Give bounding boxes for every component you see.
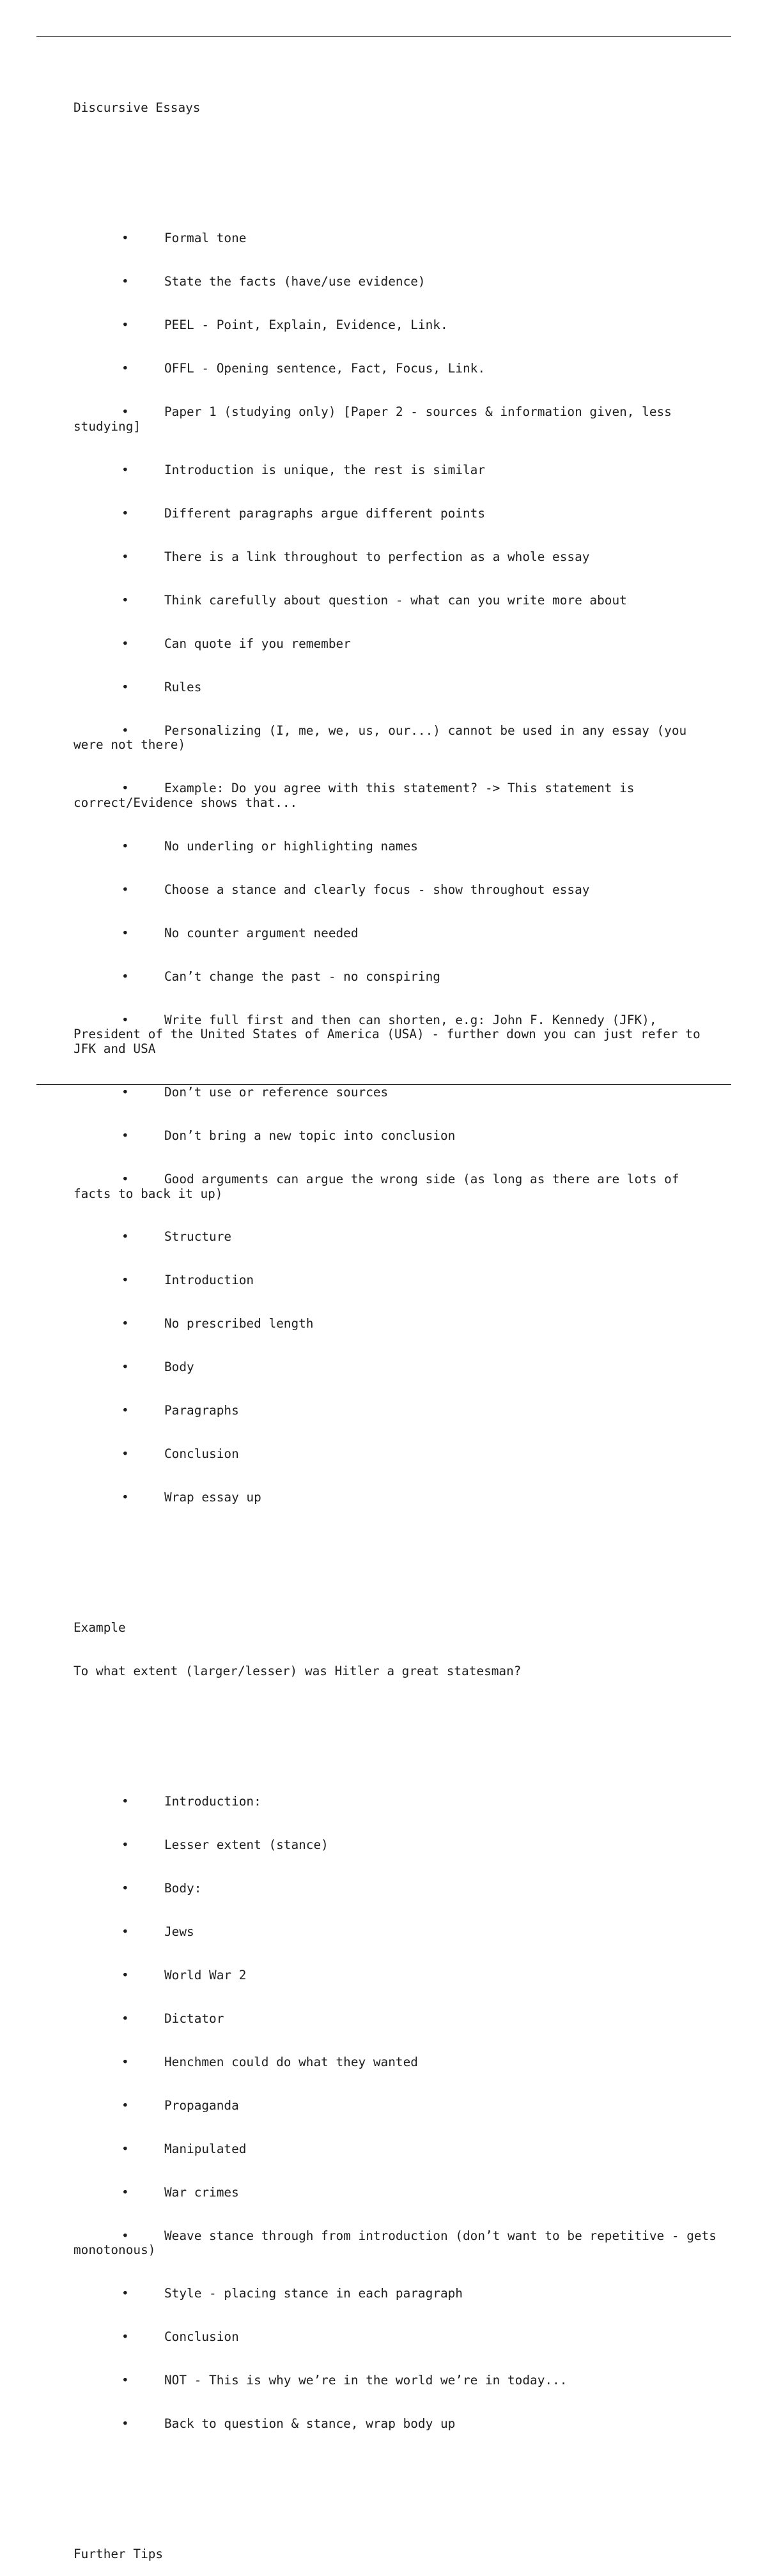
bullet-icon: • (121, 1924, 129, 1939)
list-item: • OFFL - Opening sentence, Fact, Focus, Link. (121, 361, 485, 376)
bullet-icon: • (121, 781, 129, 796)
bullet-icon: • (121, 2329, 129, 2345)
list-item: • Conclusion (121, 1446, 239, 1462)
list-item: • No counter argument needed (121, 925, 359, 940)
list-item: • Dictator (121, 2011, 224, 2026)
example-question: To what extent (larger/lesser) was Hitler a great statesman? (74, 1664, 522, 1679)
bullet-icon: • (121, 1880, 129, 1896)
list-item: • Paragraphs (121, 1403, 239, 1418)
bullet-icon: • (121, 318, 129, 333)
bullet-icon: • (121, 592, 129, 608)
bullet-icon: • (121, 882, 129, 897)
bullet-icon: • (121, 231, 129, 246)
document-title: Discursive Essays (74, 100, 201, 116)
list-item: • Introduction (121, 1273, 254, 1288)
list-item: • Conclusion (121, 2329, 239, 2345)
bullet-icon: • (121, 505, 129, 521)
list-item: • Henchmen could do what they wanted (121, 2054, 418, 2069)
list-item: • Write full first and then can shorten, e.g: John F. Kennedy (JFK), President of the United States of America (USA) - further down you can just refer to JFK and USA (74, 1012, 708, 1056)
example-list (74, 1766, 724, 2461)
bullet-icon: • (121, 838, 129, 854)
bullet-icon: • (121, 1360, 129, 1375)
bullet-icon: • (121, 274, 129, 289)
document-body (74, 72, 724, 2576)
bullet-icon: • (121, 1128, 129, 1143)
list-item: • Can’t change the past - no conspiring (121, 969, 440, 984)
bullet-icon: • (121, 1171, 129, 1186)
notes-list (74, 203, 719, 1534)
list-item: • Weave stance through from introduction (don’t want to be repetitive - gets monotonous) (74, 2228, 724, 2258)
bullet-icon: • (121, 462, 129, 477)
list-item: • Style - placing stance in each paragraph (121, 2286, 463, 2301)
list-item: • Think carefully about question - what can you write more about (121, 592, 627, 608)
spacer (74, 2504, 719, 2518)
list-item: • Jews (121, 1924, 194, 1939)
bullet-icon: • (121, 1403, 129, 1418)
list-item: • Formal tone (121, 231, 247, 246)
list-item: • State the facts (have/use evidence) (121, 274, 426, 289)
bullet-icon: • (121, 2097, 129, 2113)
bullet-icon: • (121, 679, 129, 694)
footer-rule (36, 1084, 731, 1085)
bullet-icon: • (121, 1084, 129, 1100)
list-item: • Manipulated (121, 2141, 247, 2156)
bullet-icon: • (121, 1794, 129, 1809)
bullet-icon: • (121, 1316, 129, 1331)
list-item: • Body: (121, 1880, 202, 1896)
bullet-icon: • (121, 361, 129, 376)
bullet-icon: • (121, 1967, 129, 1982)
list-item: • PEEL - Point, Explain, Evidence, Link. (121, 318, 448, 333)
list-item: • No prescribed length (121, 1316, 314, 1331)
bullet-icon: • (121, 1273, 129, 1288)
list-item: • Back to question & stance, wrap body up (121, 2416, 456, 2432)
bullet-icon: • (121, 636, 129, 651)
bullet-icon: • (121, 2286, 129, 2301)
bullet-icon: • (121, 1012, 129, 1027)
list-item: • Choose a stance and clearly focus - show throughout essay (121, 882, 590, 897)
list-item: • Different paragraphs argue different points (121, 505, 485, 521)
bullet-icon: • (121, 1837, 129, 1853)
spacer (74, 1708, 719, 1722)
bullet-icon: • (121, 1229, 129, 1245)
list-item: • No underling or highlighting names (121, 838, 418, 854)
bullet-icon: • (121, 2416, 129, 2432)
bullet-icon: • (121, 1490, 129, 1505)
spacer (74, 144, 719, 159)
list-item: • Good arguments can argue the wrong side (as long as there are lots of facts to back it up) (74, 1171, 687, 1201)
bullet-icon: • (121, 2228, 129, 2243)
bullet-icon: • (121, 925, 129, 940)
list-item: • Introduction: (121, 1794, 261, 1809)
list-item: • Paper 1 (studying only) [Paper 2 - sources & information given, less studying] (74, 404, 679, 434)
spacer (74, 1577, 719, 1592)
list-item: • Rules (121, 679, 202, 694)
list-item: • Example: Do you agree with this statement? -> This statement is correct/Evidence shows that... (74, 781, 642, 810)
bullet-icon: • (121, 1446, 129, 1462)
list-item: • NOT - This is why we’re in the world we’re in today... (121, 2373, 568, 2388)
bullet-icon: • (121, 549, 129, 564)
header-rule (36, 36, 731, 37)
list-item: • War crimes (121, 2184, 239, 2200)
list-item: • Introduction is unique, the rest is similar (121, 462, 485, 477)
list-item: • Don’t use or reference sources (121, 1084, 389, 1100)
list-item: • Can quote if you remember (121, 636, 351, 651)
bullet-icon: • (121, 723, 129, 738)
bullet-icon: • (121, 2054, 129, 2069)
list-item: • There is a link throughout to perfection as a whole essay (121, 549, 590, 564)
bullet-icon: • (121, 969, 129, 984)
bullet-icon: • (121, 2373, 129, 2388)
list-item: • World War 2 (121, 1967, 247, 1982)
list-item: • Don’t bring a new topic into conclusion (121, 1128, 456, 1143)
list-item: • Lesser extent (stance) (121, 1837, 329, 1853)
list-item: • Propaganda (121, 2097, 239, 2113)
list-item: • Body (121, 1360, 194, 1375)
bullet-icon: • (121, 2011, 129, 2026)
bullet-icon: • (121, 404, 129, 420)
bullet-icon: • (121, 2141, 129, 2156)
list-item: • Wrap essay up (121, 1490, 261, 1505)
list-item: • Structure (121, 1229, 232, 1245)
list-item: • Personalizing (I, me, we, us, our...) cannot be used in any essay (you were not there) (74, 723, 694, 753)
bullet-icon: • (121, 2184, 129, 2200)
example-heading: Example (74, 1620, 126, 1636)
further-tips-heading: Further Tips (74, 2547, 164, 2562)
